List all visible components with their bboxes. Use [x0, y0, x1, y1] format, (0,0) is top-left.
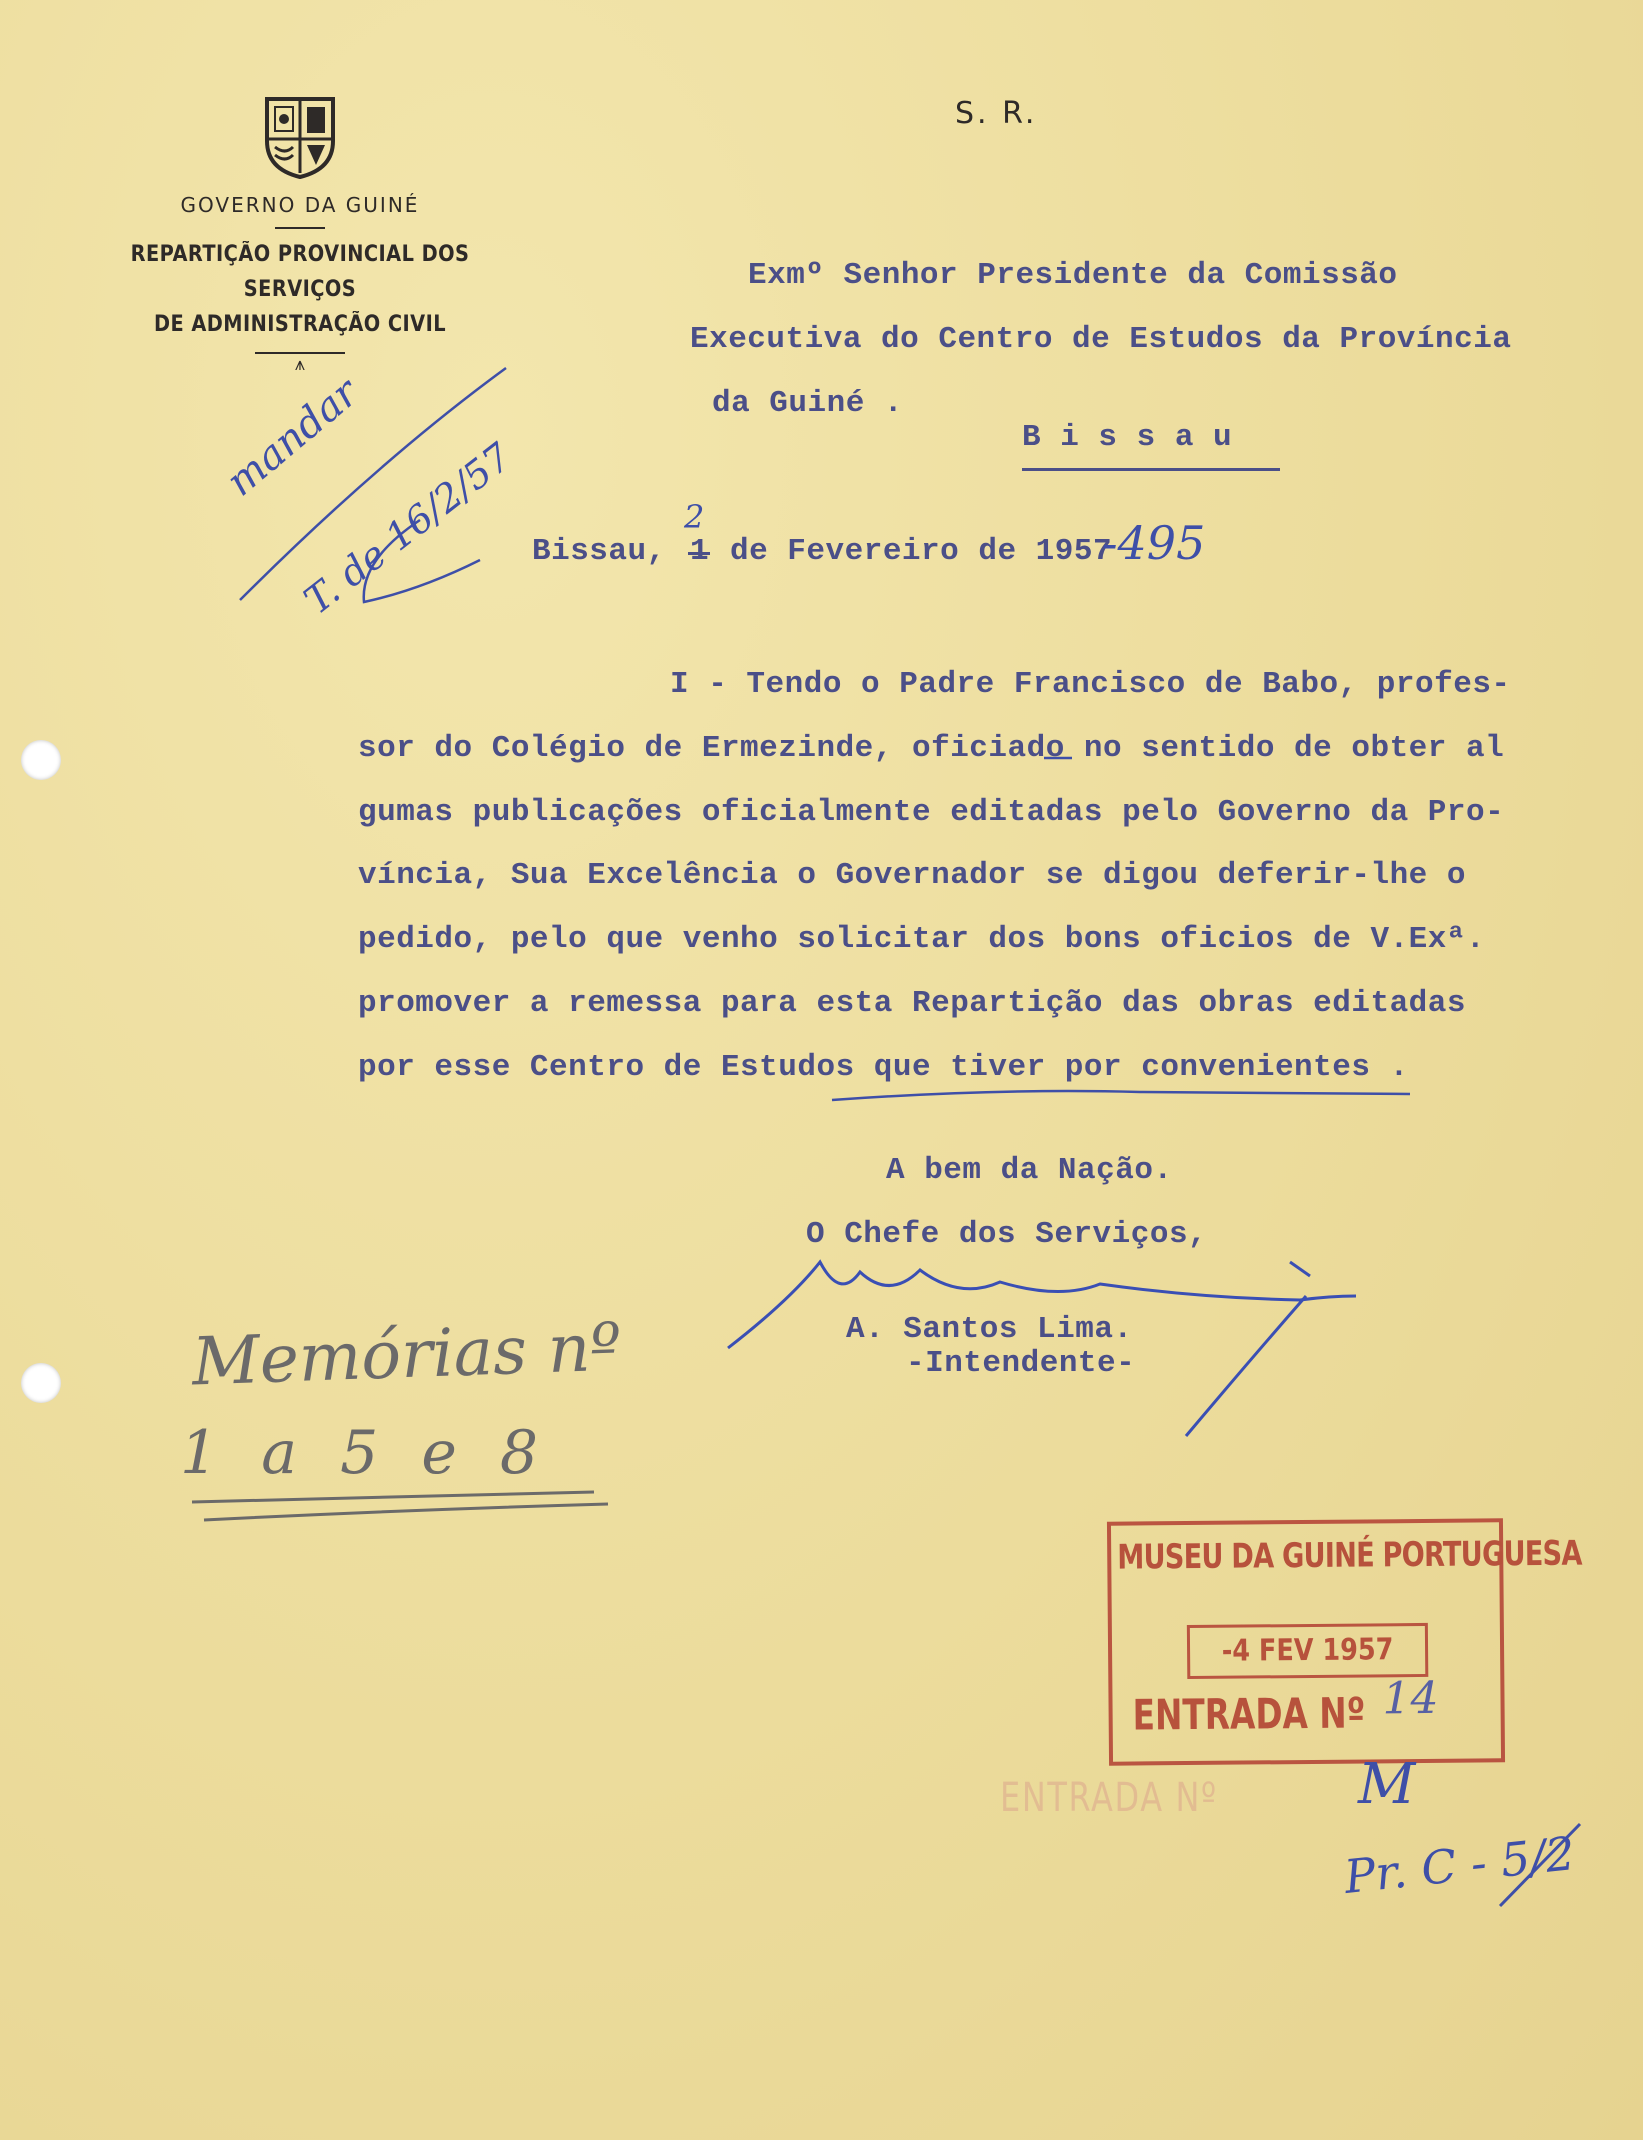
date-day-correction: 2: [684, 498, 705, 536]
margin-note-line-2: T. de 16/2/57: [296, 434, 520, 623]
stamp-ghost-impression: ENTRADA Nº: [1000, 1775, 1218, 1821]
signatory-title: -Intendente-: [906, 1346, 1136, 1381]
process-reference: Pr. C - 5/2: [1341, 1826, 1578, 1904]
memorias-note-line-2: 1 a 5 e 8: [180, 1418, 551, 1488]
museum-entry-stamp: [1107, 1518, 1582, 1765]
pencil-underline-2: [204, 1504, 608, 1520]
body-line-1: I - Tendo o Padre Francisco de Babo, profes-: [670, 667, 1511, 702]
department-line-1: REPARTIÇÃO PROVINCIAL DOS SERVIÇOS: [130, 242, 470, 302]
date-prefix: Bissau,: [532, 534, 666, 569]
handwritten-initial: M: [1358, 1752, 1416, 1817]
stamp-title: MUSEU DA GUINÉ PORTUGUESA: [1117, 1533, 1582, 1578]
addressee-line-3: da Guiné .: [712, 386, 904, 421]
body-line-4: víncia, Sua Excelência o Governador se digou deferir-lhe o: [358, 858, 1466, 893]
sr-mark: S. R.: [955, 96, 1038, 131]
signature-line: [728, 1262, 1356, 1348]
memorias-note-line-1: Memórias nº: [190, 1308, 623, 1401]
stamp-entry-number: 14: [1382, 1672, 1439, 1725]
department-line-2: DE ADMINISTRAÇÃO CIVIL: [153, 312, 446, 337]
body-line-3: gumas publicações oficialmente editadas pelo Governo da Pro-: [358, 795, 1505, 830]
date-rest: de Fevereiro de 1957: [730, 534, 1113, 569]
body-line-7: por esse Centro de Estudos que tiver por convenientes .: [358, 1050, 1409, 1085]
body-line-5: pedido, pelo que venho solicitar dos bons oficios de V.Exª.: [358, 922, 1486, 957]
signatory-name: A. Santos Lima.: [846, 1312, 1133, 1347]
stamp-date: -4 FEV 1957: [1221, 1632, 1394, 1669]
reference-number: -495: [1102, 516, 1206, 570]
stamp-date-box: [1187, 1623, 1428, 1679]
letterhead-mark: ⩚: [294, 354, 306, 375]
closing-role: O Chefe dos Serviços,: [806, 1217, 1208, 1252]
addressee-line-1: Exmº Senhor Presidente da Comissão: [748, 258, 1398, 293]
addressee-line-2: Executiva do Centro de Estudos da Província: [690, 322, 1512, 357]
margin-note-line-1: mandar: [218, 369, 368, 506]
body-line-6: promover a remessa para esta Repartição das obras editadas: [358, 986, 1466, 1021]
stamp-entry-label: ENTRADA Nº: [1132, 1688, 1366, 1740]
pencil-underline-1: [192, 1492, 594, 1502]
government-name: GOVERNO DA GUINÉ: [180, 193, 420, 217]
closing-salutation: A bem da Nação.: [886, 1153, 1173, 1188]
addressee-city: B i s s a u: [1022, 420, 1233, 455]
body-line-2: sor do Colégio de Ermezinde, oficiado no sentido de obter al: [358, 731, 1505, 766]
